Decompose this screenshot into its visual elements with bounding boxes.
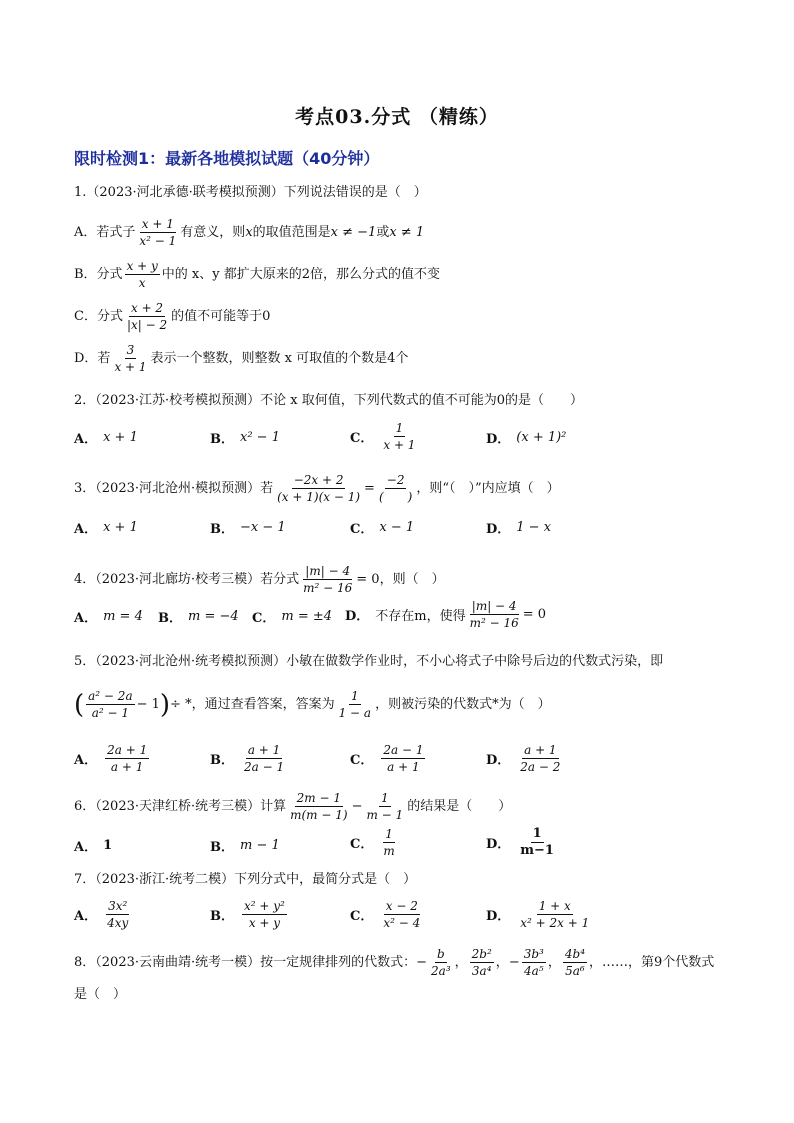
q7-option-a: A． $\frac{\text{3x²}}{4xy}$ <box>74 899 129 930</box>
q7-option-b: B． $\frac{\text{x² + y²}}{x + y}$ <box>210 899 285 930</box>
section-title: 限时检测1：最新各地模拟试题（40分钟） <box>74 149 380 168</box>
q3-option-c: C． x − 1 <box>350 520 415 537</box>
q2-option-b: B． x² − 1 <box>210 430 280 447</box>
q5-option-b: B． $\frac{a + 1}{2a - 1}$ <box>210 743 285 774</box>
q3-option-a: A． x + 1 <box>74 520 138 537</box>
q6-option-b: B． m − 1 <box>210 838 280 855</box>
q1-option-c: C．分式 $\frac{x + 2}{|x| - 2}$ 的值不可能等于0 <box>74 301 271 332</box>
q6-option-d: D． $\frac{1}{m-1}$ <box>486 826 554 858</box>
q4-option-a: A． m = 4 <box>74 609 143 626</box>
q5-option-c: C． $\frac{2a - 1}{a + 1}$ <box>350 743 424 774</box>
q6-option-c: C． $\frac{1}{m}$ <box>350 827 395 858</box>
q4-option-d: D． 不存在m，使得 $\frac{|m| - 4}{\text{m² − 16}}$ = 0 <box>345 599 547 630</box>
q4-option-c: C． m = ±4 <box>252 609 333 626</box>
q1-a-fraction: $\frac{x + 1}{\text{x² − 1}}$ <box>139 217 177 248</box>
q4-option-b: B． m = −4 <box>158 609 239 626</box>
q2-stem: 2．（2023·江苏·校考模拟预测）不论 x 取何值，下列代数式的值不可能为0的是（ ） <box>74 393 583 408</box>
q1-b-fraction: $\frac{x + y}{x}$ <box>126 259 158 290</box>
q2-option-c: C． $\frac{1}{x + 1}$ <box>350 421 416 452</box>
q5-option-a: A． $\frac{2a + 1}{a + 1}$ <box>74 743 148 774</box>
q3-stem: 3．（2023·河北沧州·模拟预测）若 $\frac{-2x + 2}{(x + 1)(x - 1)}$ = $\frac{-2}{( )}$ ，则“（ ）”内应填（ ） <box>74 473 560 504</box>
q5-stem: 5．（2023·河北沧州·统考模拟预测）小敏在做数学作业时，不小心将式子中除号后边的代数式污染，即 <box>74 654 664 669</box>
q1-c-fraction: $\frac{x + 2}{|x| - 2}$ <box>126 301 168 332</box>
q5-expression: ( $\frac{\text{a² − 2a}}{\text{a² − 1}}$ − 1 ) ÷ *，通过查看答案，答案为 $\frac{1}{1 - a}$ ，则被污染的代数式*为（ ） <box>74 689 551 720</box>
q1-option-b: B．分式 $\frac{x + y}{x}$ 中的 x、y 都扩大原来的2倍，那么分式的值不变 <box>74 259 441 290</box>
q7-stem: 7．（2023·浙江·统考二模）下列分式中，最简分式是（ ） <box>74 872 417 887</box>
q8-line2: 是（ ） <box>74 987 127 1002</box>
q1-d-fraction: $\frac{3}{x + 1}$ <box>114 343 147 374</box>
q7-option-c: C． $\frac{x - 2}{\text{x² − 4}}$ <box>350 899 421 930</box>
page-title: 考点03.分式 （精练） <box>295 106 499 128</box>
q3-option-b: B． −x − 1 <box>210 520 286 537</box>
q4-stem: 4．（2023·河北廊坊·校考三模）若分式 $\frac{|m| - 4}{\text{m² − 16}}$ = 0，则（ ） <box>74 564 445 595</box>
q1-stem: 1.（2023·河北承德·联考模拟预测）下列说法错误的是（ ） <box>74 185 427 200</box>
q1-option-d: D．若 $\frac{3}{x + 1}$ 表示一个整数，则整数 x 可取值的个数是4个 <box>74 343 409 374</box>
q1-option-a: A．若式子 $\frac{x + 1}{\text{x² − 1}}$ 有意义，则 x 的取值范围是 x ≠ −1 或 x ≠ 1 <box>74 217 425 248</box>
q2-option-a: A． x + 1 <box>74 430 138 447</box>
q7-option-d: D． $\frac{1 + x}{\text{x² + 2x + 1}}$ <box>486 899 590 930</box>
q6-option-a: A． 1 <box>74 838 113 855</box>
q2-option-d: D． (x + 1)² <box>486 430 567 447</box>
q3-option-d: D． 1 − x <box>486 520 552 537</box>
q8-stem: 8．（2023·云南曲靖·统考一模）按一定规律排列的代数式： − $\frac{b}{\text{2a³}}$ ， $\frac{\text{2b²}}{\text{3a⁴}}$ ， − $\frac{\text{3b³}}{\text{4a⁵}}$ ， $\frac{\text{4b⁴}}{\text{5a⁶}}$ ，……，第9个代数式 <box>74 947 715 978</box>
q5-option-d: D． $\frac{a + 1}{2a - 2}$ <box>486 743 561 774</box>
q6-stem: 6．（2023·天津红桥·统考三模）计算 $\frac{2m - 1}{m(m - 1)}$ − $\frac{1}{m - 1}$ 的结果是（ ） <box>74 791 512 822</box>
